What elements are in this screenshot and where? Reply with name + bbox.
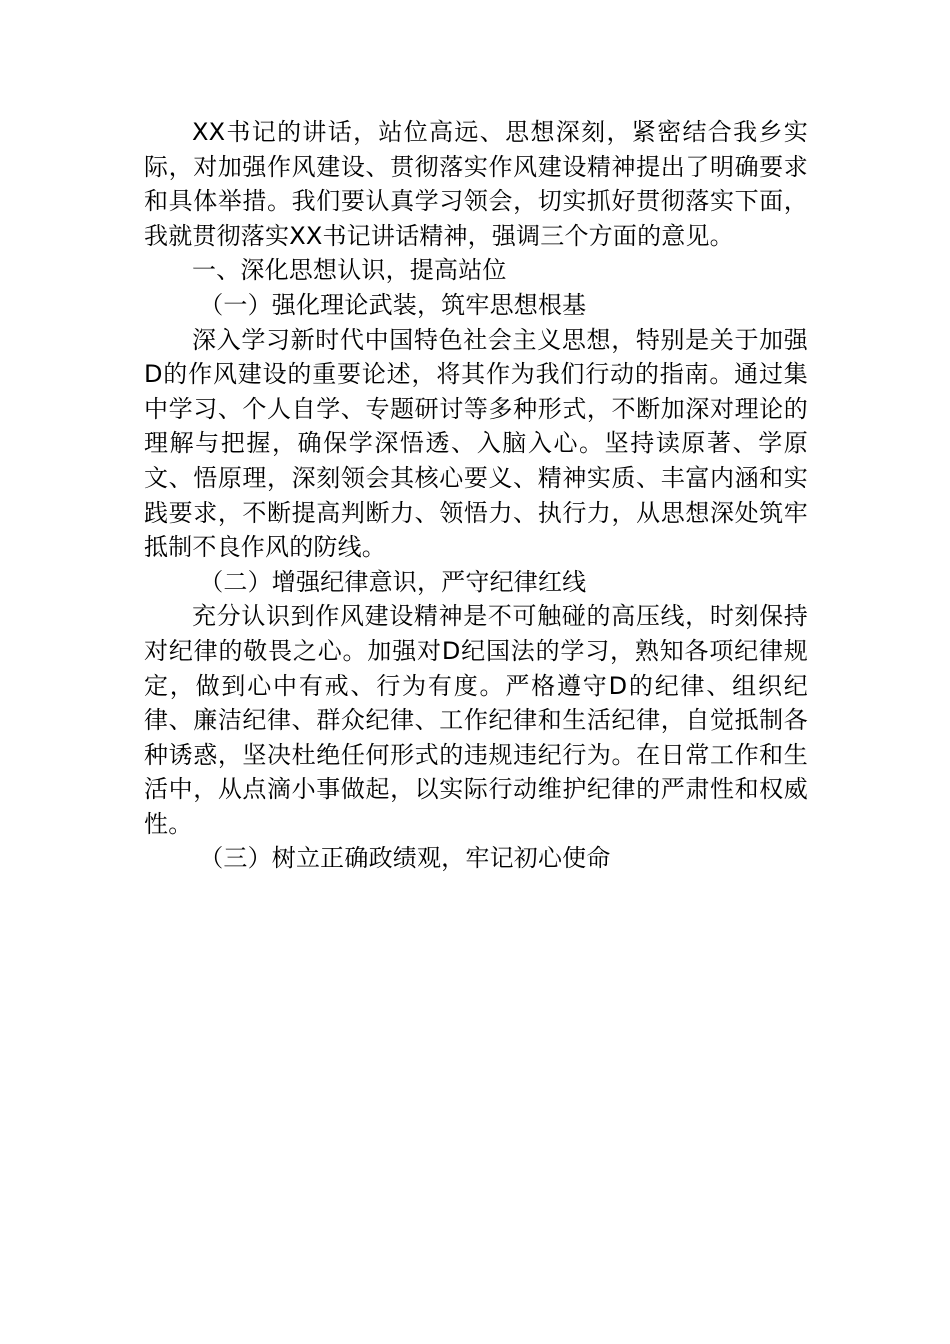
subsection-heading-1: （一）强化理论武装，筑牢思想根基 (199, 290, 587, 319)
body-paragraph-2: 充分认识到作风建设精神是不可触碰的高压线，时刻保持对纪律的敬畏之心。加强对D纪国法的学习，熟知各项纪律规定，做到心中有戒、行为有度。严格遵守D的纪律、组织纪律、廉洁纪律、群众纪律、工作纪律和生活纪律，自觉抵制各种诱惑，坚决杜绝任何形式的违规违纪行为。在日常工作和生活中，从点滴小事做起，以实际行动维护纪律的严肃性和权威性。 (144, 602, 808, 838)
subsection-heading-2: （二）增强纪律意识，严守纪律红线 (199, 567, 587, 596)
intro-paragraph: XX书记的讲话，站位高远、思想深刻，紧密结合我乡实际，对加强作风建设、贯彻落实作风建设精神提出了明确要求和具体举措。我们要认真学习领会，切实抓好贯彻落实下面，我就贯彻落实XX书记讲话精神，强调三个方面的意见。 (144, 118, 808, 250)
document-body (144, 115, 808, 876)
subsection-heading-3: （三）树立正确政绩观，牢记初心使命 (199, 844, 611, 873)
section-heading-1: 一、深化思想认识，提高站位 (192, 256, 507, 285)
body-paragraph-1: 深入学习新时代中国特色社会主义思想，特别是关于加强D的作风建设的重要论述，将其作为我们行动的指南。通过集中学习、个人自学、专题研讨等多种形式，不断加深对理论的理解与把握，确保学深悟透、入脑入心。坚持读原著、学原文、悟原理，深刻领会其核心要义、精神实质、丰富内涵和实践要求，不断提高判断力、领悟力、执行力，从思想深处筑牢抵制不良作风的防线。 (144, 325, 808, 562)
